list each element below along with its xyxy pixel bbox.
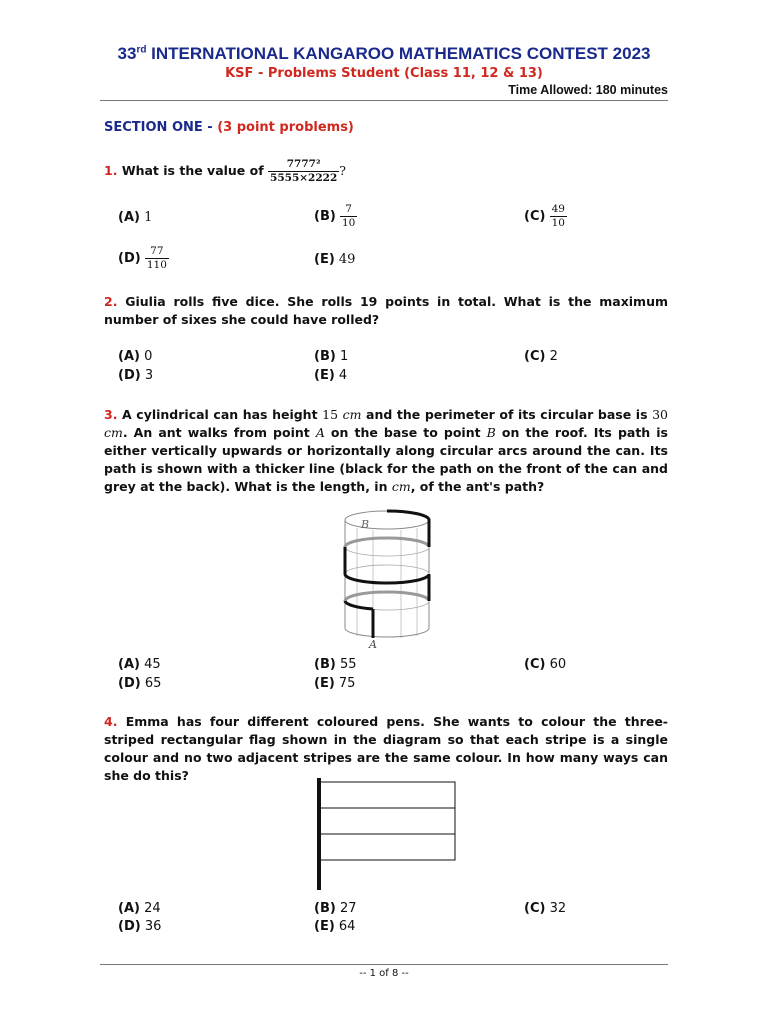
q2-option-a[interactable]: (A) 0 [118,349,153,364]
footer-divider [100,964,668,965]
question-1: 1. What is the value of $\frac{\text{7777²}}{5555\times 2222}$ ? [104,158,346,184]
q1-option-a[interactable]: (A) 1 [118,210,153,225]
point-b-label: B [361,518,370,531]
q1-option-e[interactable]: (E) 49 [314,252,356,267]
q2-option-c[interactable]: (C) 2 [524,349,558,364]
q3-option-a[interactable]: (A) 45 [118,657,161,672]
q2-option-e[interactable]: (E) 4 [314,368,348,383]
q1-option-b[interactable]: (B) $\frac{7}{10}$ [314,203,356,229]
question-2: 2. Giulia rolls five dice. She rolls 19 points in total. What is the maximum number of sixes she could have rolled? [104,294,668,327]
q3-option-d[interactable]: (D) 65 [118,676,162,691]
q2-option-d[interactable]: (D) 3 [118,368,154,383]
question-3: 3. A cylindrical can has height 15 cm and the perimeter of its circular base is 30 cm. An ant walks from point A on the base to point B on the roof. Its path is either vertically upwards or horizontally along circular arcs around the can. Its path is shown with a thicker line (black for the path on the front of the can and grey at the back). What is the length, in cm, of the ant's path? [104,407,668,494]
time-allowed: Time Allowed: 180 minutes [508,83,668,97]
section-heading: SECTION ONE - (3 point problems) [104,120,354,135]
cylinder-diagram [335,508,445,648]
q3-option-e[interactable]: (E) 75 [314,676,356,691]
q3-option-c[interactable]: (C) 60 [524,657,567,672]
q3-option-b[interactable]: (B) 55 [314,657,357,672]
q1-option-d[interactable]: (D) $\frac{77}{110}$ [118,245,167,271]
point-a-label: A [369,638,377,648]
page-number: -- 1 of 8 -- [359,968,409,979]
q4-option-a[interactable]: (A) 24 [118,901,161,916]
contest-subtitle: KSF - Problems Student (Class 11, 12 & 13) [225,66,543,81]
q4-option-e[interactable]: (E) 64 [314,919,356,934]
header-divider [100,100,668,101]
q2-option-b[interactable]: (B) 1 [314,349,349,364]
q4-option-b[interactable]: (B) 27 [314,901,357,916]
q1-fraction: $\frac{\text{7777²}}{5555\times 2222}$ [270,158,338,184]
contest-title: 33rd INTERNATIONAL KANGAROO MATHEMATICS CONTEST 2023 [117,44,651,63]
flag-diagram [314,778,460,890]
q4-option-c[interactable]: (C) 32 [524,901,567,916]
question-4: 4. Emma has four different coloured pens. She wants to colour the three-striped rectangular flag shown in the diagram so that each stripe is a single colour and no two adjacent stripes are the same colour. In how many ways can she do this? [104,714,668,783]
q1-option-c[interactable]: (C) $\frac{49}{10}$ [524,203,565,229]
q4-option-d[interactable]: (D) 36 [118,919,162,934]
